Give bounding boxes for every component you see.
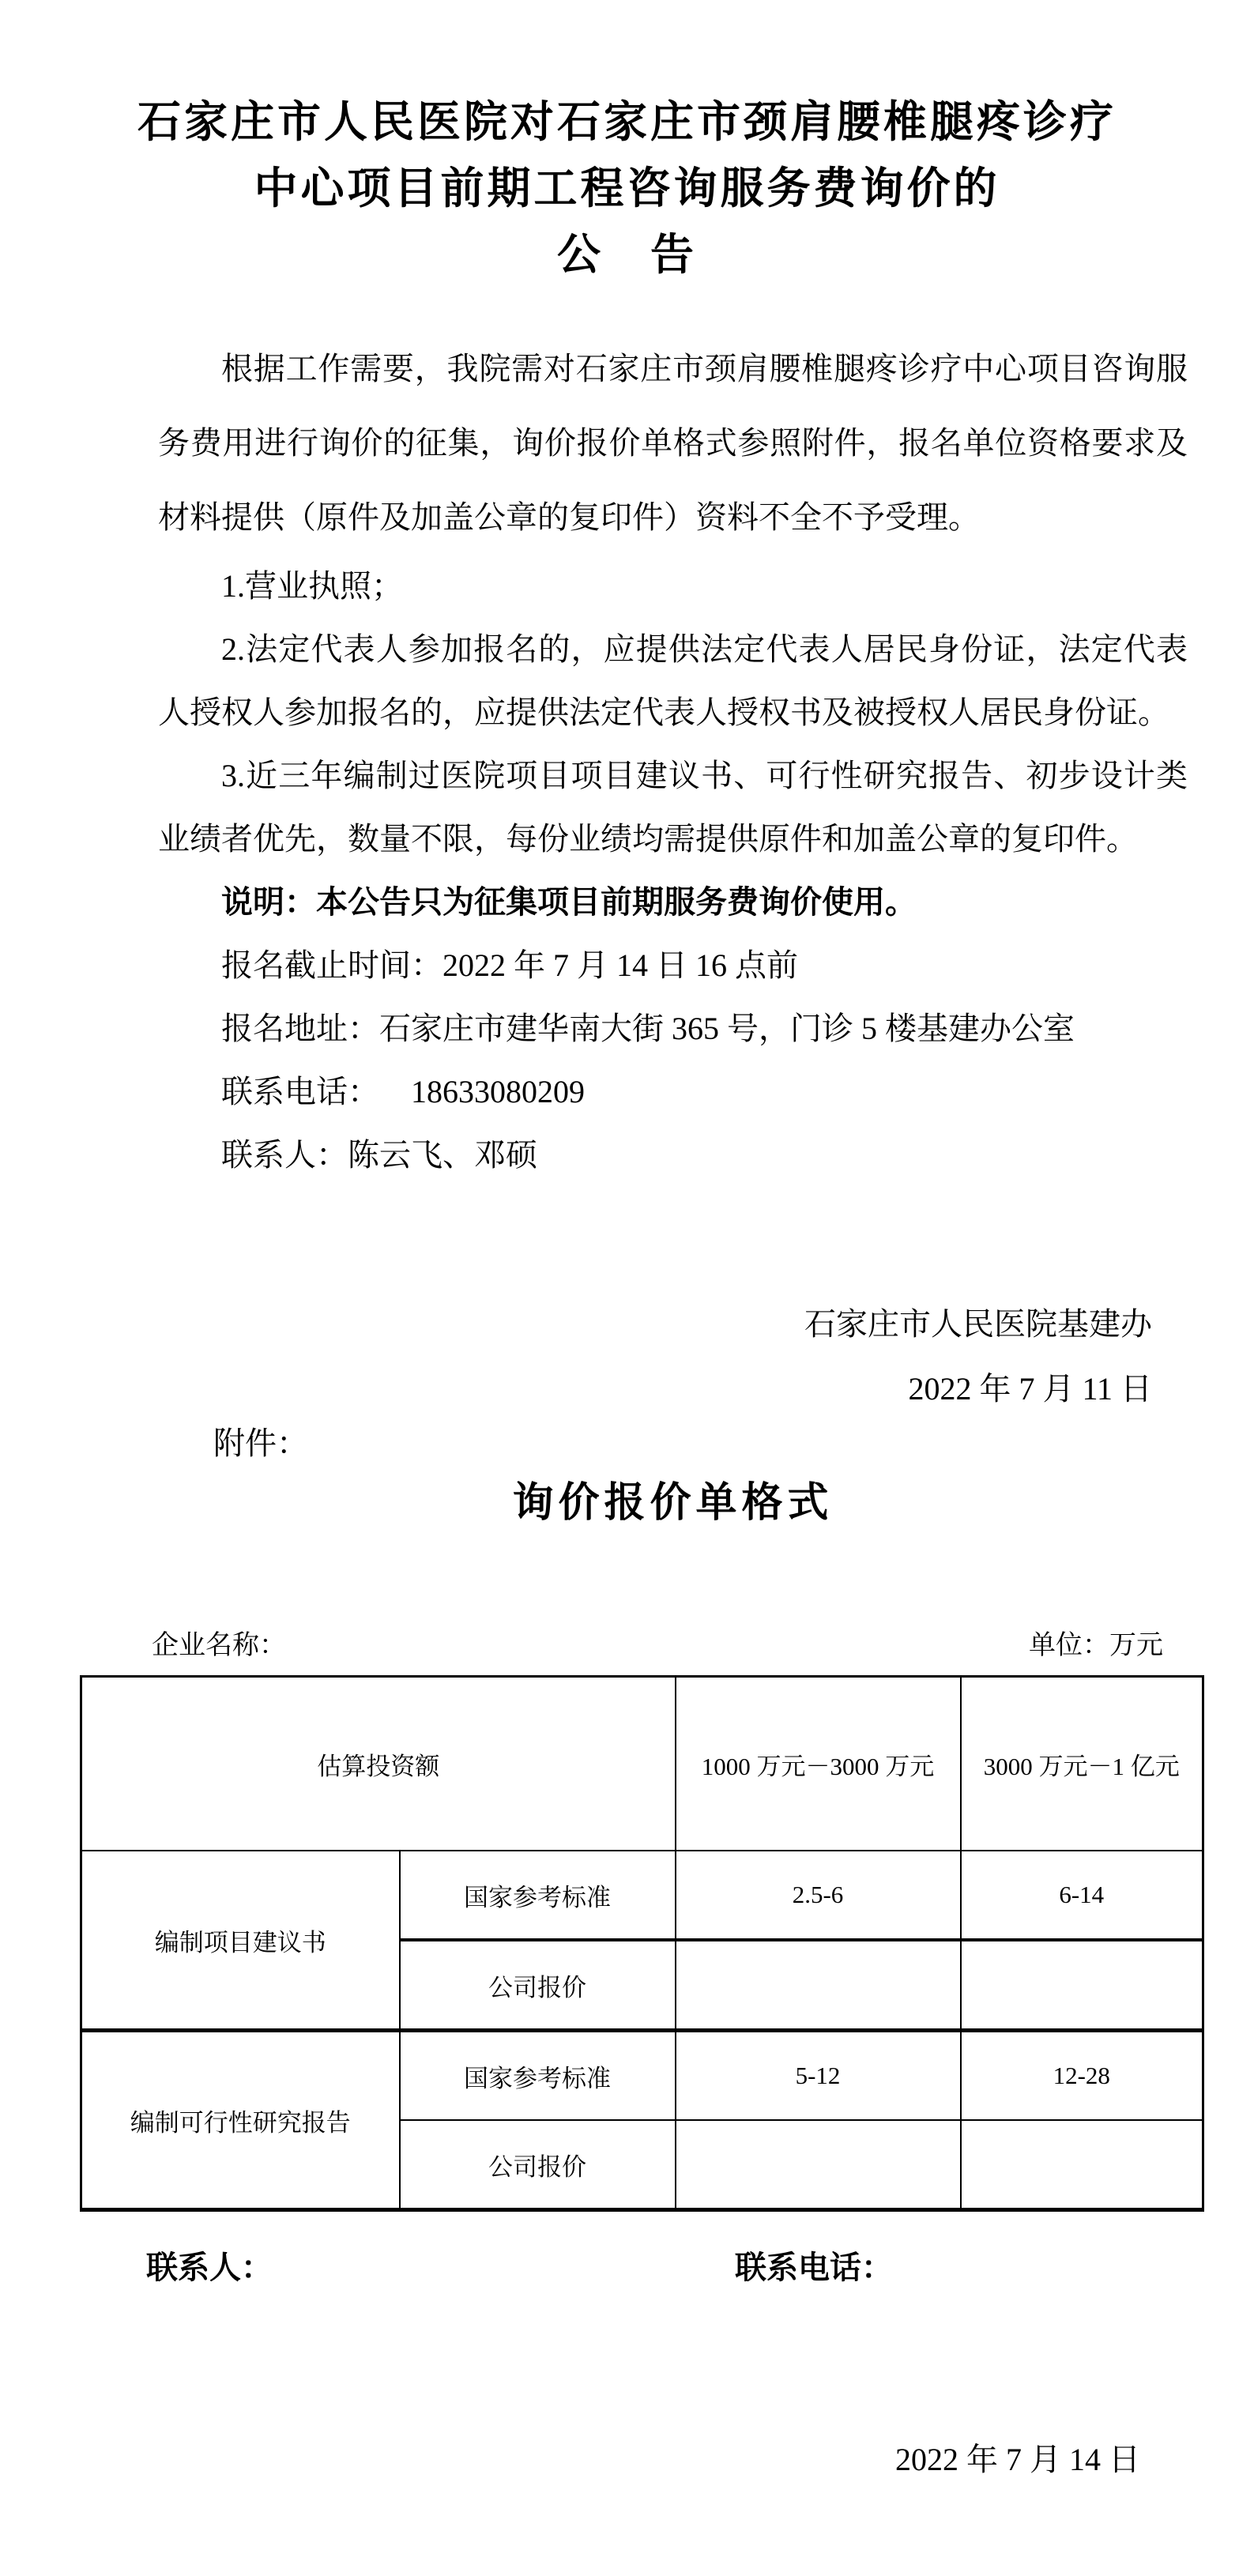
signature-org: 石家庄市人民医院基建办 [804,1306,1152,1342]
list-item-3: 3.近三年编制过医院项目项目建议书、可行性研究报告、初步设计类业绩者优先，数量不限，每份业绩均需提供原件和加盖公章的复印件。 [158,758,1188,857]
footer-contact-label: 联系人： [146,2250,273,2285]
doc-title-line-2: 中心项目前期工程咨询服务费询价的 [254,164,1000,213]
address-line: 报名地址：石家庄市建华南大街 365 号，门诊 5 楼基建办公室 [221,1011,1075,1046]
list-item-2: 2.法定代表人参加报名的，应提供法定代表人居民身份证，法定代表人授权人参加报名的，应提供法定代表人授权书及被授权人居民身份证。 [158,631,1188,730]
feasibility-quote-label-cell: 公司报价 [400,2120,676,2210]
body-text [158,332,1188,1187]
feasibility-quote-value-1-cell [676,2120,961,2210]
signature-block [158,1292,1152,1422]
contact-line: 联系人：陈云飞、邓硕 [221,1137,537,1173]
intro-paragraph: 根据工作需要，我院需对石家庄市颈肩腰椎腿疼诊疗中心项目咨询服务费用进行询价的征集，询价报价单格式参照附件，报名单位资格要求及材料提供（原件及加盖公章的复印件）资料不全不予受理。 [158,351,1188,535]
company-unit-row [152,1620,1163,1672]
feasibility-quote-value-2-cell [961,2120,1203,2210]
footer-phone-label: 联系电话： [735,2250,893,2285]
proposal-standard-value-1-cell: 2.5-6 [676,1851,961,1940]
proposal-quote-label-cell: 公司报价 [400,1940,676,2031]
doc-title-line-1: 石家庄市人民医院对石家庄市颈肩腰椎腿疼诊疗 [137,97,1117,146]
attachment-title: 询价报价单格式 [512,1480,834,1526]
proposal-quote-value-2-cell [961,1940,1203,2031]
investment-range-2-cell: 3000 万元－1 亿元 [961,1677,1203,1851]
list-item-1: 1.营业执照； [221,568,403,604]
deadline-line: 报名截止时间：2022 年 7 月 14 日 16 点前 [221,947,798,983]
attachment-label: 附件： [213,1425,308,1461]
quote-table [80,1675,1204,2212]
unit-label: 单位：万元 [1029,1631,1163,1660]
note-line: 说明：本公告只为征集项目前期服务费询价使用。 [221,884,917,920]
company-name-label: 企业名称： [152,1631,286,1660]
footer-date: 2022 年 7 月 14 日 [895,2442,1140,2477]
footer-contact-row [80,2236,1203,2299]
proposal-standard-label-cell: 国家参考标准 [400,1851,676,1940]
proposal-standard-row [81,1851,1203,1940]
proposal-standard-value-2-cell: 6-14 [961,1851,1203,1940]
feasibility-standard-label-cell: 国家参考标准 [400,2031,676,2121]
investment-range-1-cell: 1000 万元－3000 万元 [676,1677,961,1851]
signature-date: 2022 年 7 月 11 日 [908,1371,1152,1407]
feasibility-standard-row [81,2031,1203,2121]
phone-line: 联系电话： 18633080209 [221,1074,585,1109]
doc-title-line-3: 公 告 [556,230,697,279]
feasibility-standard-value-2-cell: 12-28 [961,2031,1203,2121]
investment-label-cell: 估算投资额 [81,1677,676,1851]
section-proposal-label-cell: 编制项目建议书 [81,1851,400,2031]
proposal-quote-value-1-cell [676,1940,961,2031]
table-header-row [81,1677,1203,1851]
doc-title [0,89,1254,288]
feasibility-standard-value-1-cell: 5-12 [676,2031,961,2121]
section-feasibility-label-cell: 编制可行性研究报告 [81,2031,400,2210]
